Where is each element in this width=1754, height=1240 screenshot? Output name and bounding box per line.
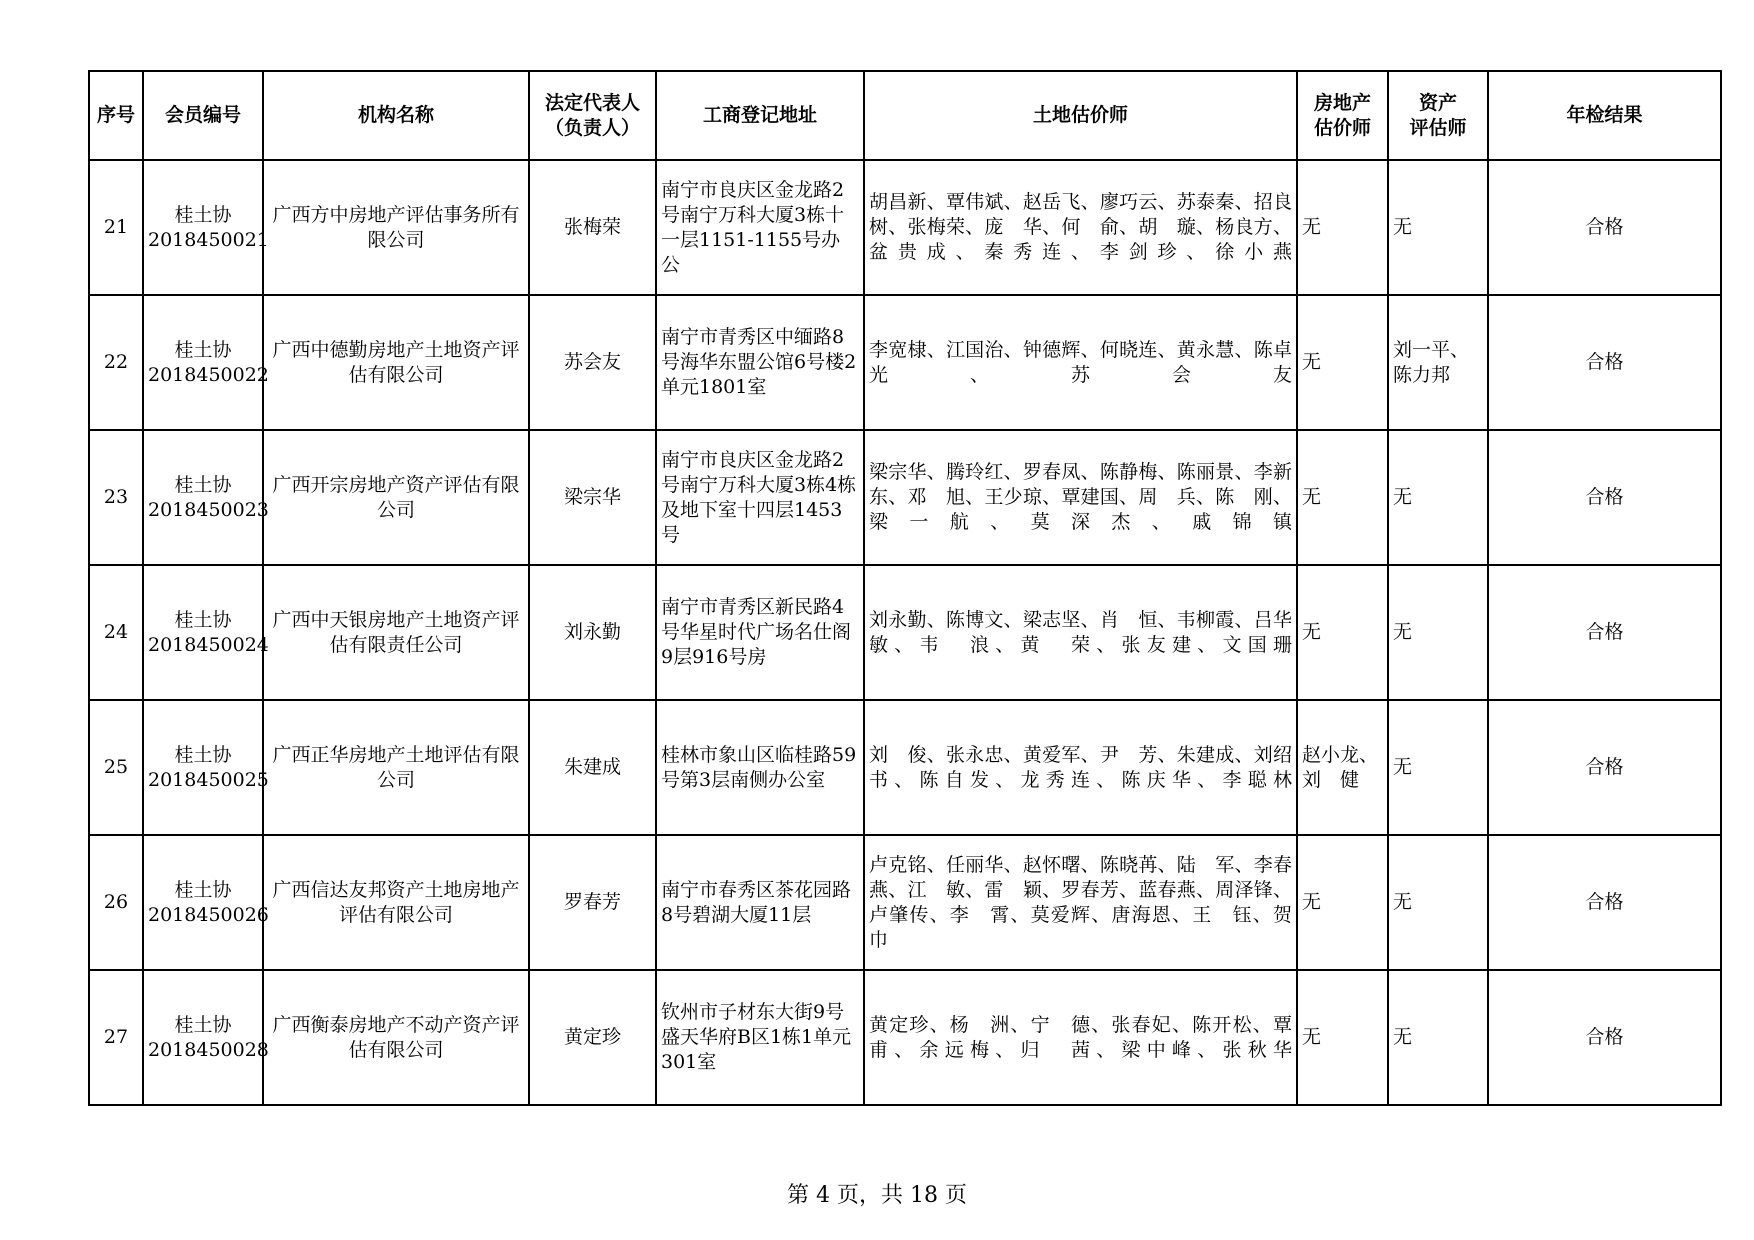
cell-legal-rep: 梁宗华 bbox=[529, 430, 656, 565]
header-legal-rep-line1: 法定代表人 bbox=[544, 91, 640, 114]
member-prefix: 桂土协 bbox=[174, 878, 232, 901]
header-land-appraisers: 土地估价师 bbox=[864, 71, 1297, 160]
header-asset-appraisers bbox=[1388, 71, 1488, 160]
header-row bbox=[89, 71, 1721, 160]
cell-member-no bbox=[143, 700, 269, 835]
cell-land-appraisers: 胡昌新、覃伟斌、赵岳飞、廖巧云、苏泰秦、招良树、张梅荣、庞 华、何 俞、胡 璇、杨良方、盆贵成、秦秀连、李剑珍、徐小燕 bbox=[864, 160, 1297, 295]
cell-inspection: 合格 bbox=[1488, 700, 1721, 835]
cell-address: 南宁市良庆区金龙路2号南宁万科大厦3栋4栋及地下室十四层1453号 bbox=[656, 430, 864, 565]
table-row bbox=[89, 835, 1721, 970]
cell-org-name: 广西中德勤房地产土地资产评估有限公司 bbox=[263, 295, 529, 430]
member-prefix: 桂土协 bbox=[174, 473, 232, 496]
header-inspection: 年检结果 bbox=[1488, 71, 1721, 160]
member-prefix: 桂土协 bbox=[174, 203, 232, 226]
cell-land-appraisers: 黄定珍、杨 洲、宁 德、张春妃、陈开松、覃 甫、余远梅、归 茜、梁中峰、张秋华 bbox=[864, 970, 1297, 1105]
cell-legal-rep: 刘永勤 bbox=[529, 565, 656, 700]
header-asset-line2: 评估师 bbox=[1409, 116, 1467, 139]
cell-seq: 25 bbox=[89, 700, 143, 835]
cell-asset-appraisers: 刘一平、陈力邦 bbox=[1388, 295, 1488, 430]
header-real-estate-appraisers bbox=[1297, 71, 1388, 160]
cell-org-name: 广西衡泰房地产不动产资产评估有限公司 bbox=[263, 970, 529, 1105]
cell-seq: 27 bbox=[89, 970, 143, 1105]
cell-member-no bbox=[143, 835, 269, 970]
cell-member-no bbox=[143, 565, 269, 700]
member-number: 2018450024 bbox=[148, 633, 269, 656]
member-number: 2018450026 bbox=[148, 903, 269, 926]
cell-inspection: 合格 bbox=[1488, 430, 1721, 565]
cell-seq: 26 bbox=[89, 835, 143, 970]
cell-asset-appraisers: 无 bbox=[1388, 565, 1488, 700]
cell-asset-appraisers: 无 bbox=[1388, 430, 1488, 565]
cell-land-appraisers: 刘 俊、张永忠、黄爱军、尹 芳、朱建成、刘绍书、陈自发、龙秀连、陈庆华、李聪林 bbox=[864, 700, 1297, 835]
cell-inspection: 合格 bbox=[1488, 160, 1721, 295]
cell-legal-rep: 黄定珍 bbox=[529, 970, 656, 1105]
cell-member-no bbox=[143, 430, 269, 565]
cell-seq: 22 bbox=[89, 295, 143, 430]
cell-real-estate-appraisers: 无 bbox=[1297, 835, 1388, 970]
cell-inspection: 合格 bbox=[1488, 835, 1721, 970]
cell-member-no bbox=[143, 160, 269, 295]
cell-asset-appraisers: 无 bbox=[1388, 970, 1488, 1105]
cell-address: 桂林市象山区临桂路59号第3层南侧办公室 bbox=[656, 700, 864, 835]
cell-inspection: 合格 bbox=[1488, 970, 1721, 1105]
table-row bbox=[89, 970, 1721, 1105]
header-real-estate-line2: 估价师 bbox=[1313, 116, 1371, 139]
member-prefix: 桂土协 bbox=[174, 608, 232, 631]
member-number: 2018450025 bbox=[148, 768, 269, 791]
header-legal-rep bbox=[529, 71, 656, 160]
header-real-estate-line1: 房地产 bbox=[1313, 91, 1371, 114]
cell-member-no bbox=[143, 295, 269, 430]
cell-legal-rep: 朱建成 bbox=[529, 700, 656, 835]
cell-legal-rep: 罗春芳 bbox=[529, 835, 656, 970]
cell-real-estate-appraisers: 无 bbox=[1297, 565, 1388, 700]
cell-address: 南宁市良庆区金龙路2号南宁万科大厦3栋十一层1151-1155号办公 bbox=[656, 160, 864, 295]
cell-member-no bbox=[143, 970, 269, 1105]
cell-seq: 21 bbox=[89, 160, 143, 295]
header-asset-line1: 资产 bbox=[1418, 91, 1457, 114]
cell-asset-appraisers: 无 bbox=[1388, 835, 1488, 970]
cell-land-appraisers: 李宽棣、江国治、钟德辉、何晓连、黄永慧、陈卓光、苏会友 bbox=[864, 295, 1297, 430]
cell-address: 南宁市青秀区新民路4号华星时代广场名仕阁9层916号房 bbox=[656, 565, 864, 700]
table-row bbox=[89, 565, 1721, 700]
header-address: 工商登记地址 bbox=[656, 71, 864, 160]
cell-real-estate-appraisers: 无 bbox=[1297, 160, 1388, 295]
header-member-no: 会员编号 bbox=[143, 71, 263, 160]
table-row bbox=[89, 160, 1721, 295]
cell-org-name: 广西方中房地产评估事务所有限公司 bbox=[263, 160, 529, 295]
header-legal-rep-line2: （负责人） bbox=[544, 116, 640, 139]
cell-org-name: 广西信达友邦资产土地房地产评估有限公司 bbox=[263, 835, 529, 970]
member-prefix: 桂土协 bbox=[174, 743, 232, 766]
cell-inspection: 合格 bbox=[1488, 565, 1721, 700]
cell-asset-appraisers: 无 bbox=[1388, 160, 1488, 295]
cell-land-appraisers: 卢克铭、任丽华、赵怀曙、陈晓苒、陆 军、李春燕、江 敏、雷 颖、罗春芳、蓝春燕、周泽锋、卢肇传、李 霄、莫爱辉、唐海恩、王 钰、贺 巾 bbox=[864, 835, 1297, 970]
cell-seq: 23 bbox=[89, 430, 143, 565]
cell-land-appraisers: 刘永勤、陈博文、梁志坚、肖 恒、韦柳霞、吕华敏、韦 浪、黄 荣、张友建、文国珊 bbox=[864, 565, 1297, 700]
member-number: 2018450023 bbox=[148, 498, 269, 521]
cell-address: 钦州市子材东大街9号盛天华府B区1栋1单元301室 bbox=[656, 970, 864, 1105]
table-row bbox=[89, 295, 1721, 430]
cell-inspection: 合格 bbox=[1488, 295, 1721, 430]
member-roster-table bbox=[88, 70, 1722, 1106]
table-row bbox=[89, 430, 1721, 565]
cell-address: 南宁市青秀区中缅路8号海华东盟公馆6号楼2单元1801室 bbox=[656, 295, 864, 430]
header-org-name: 机构名称 bbox=[263, 71, 529, 160]
cell-real-estate-appraisers: 无 bbox=[1297, 295, 1388, 430]
cell-org-name: 广西中天银房地产土地资产评估有限责任公司 bbox=[263, 565, 529, 700]
cell-legal-rep: 张梅荣 bbox=[529, 160, 656, 295]
cell-real-estate-appraisers: 无 bbox=[1297, 970, 1388, 1105]
cell-org-name: 广西正华房地产土地评估有限公司 bbox=[263, 700, 529, 835]
table-row bbox=[89, 700, 1721, 835]
member-prefix: 桂土协 bbox=[174, 1013, 232, 1036]
member-number: 2018450028 bbox=[148, 1038, 269, 1061]
cell-legal-rep: 苏会友 bbox=[529, 295, 656, 430]
member-prefix: 桂土协 bbox=[174, 338, 232, 361]
cell-seq: 24 bbox=[89, 565, 143, 700]
member-number: 2018450022 bbox=[148, 363, 269, 386]
cell-asset-appraisers: 无 bbox=[1388, 700, 1488, 835]
cell-land-appraisers: 梁宗华、腾玲红、罗春凤、陈静梅、陈丽景、李新东、邓 旭、王少琼、覃建国、周 兵、陈 刚、梁一航、莫深杰、戚锦镇 bbox=[864, 430, 1297, 565]
member-number: 2018450021 bbox=[148, 228, 269, 251]
cell-real-estate-appraisers: 无 bbox=[1297, 430, 1388, 565]
cell-address: 南宁市春秀区茶花园路8号碧湖大厦11层 bbox=[656, 835, 864, 970]
header-seq: 序号 bbox=[89, 71, 143, 160]
cell-org-name: 广西开宗房地产资产评估有限公司 bbox=[263, 430, 529, 565]
cell-real-estate-appraisers: 赵小龙、刘 健 bbox=[1297, 700, 1388, 835]
page-footer: 第 4 页，共 18 页 bbox=[787, 1183, 967, 1208]
